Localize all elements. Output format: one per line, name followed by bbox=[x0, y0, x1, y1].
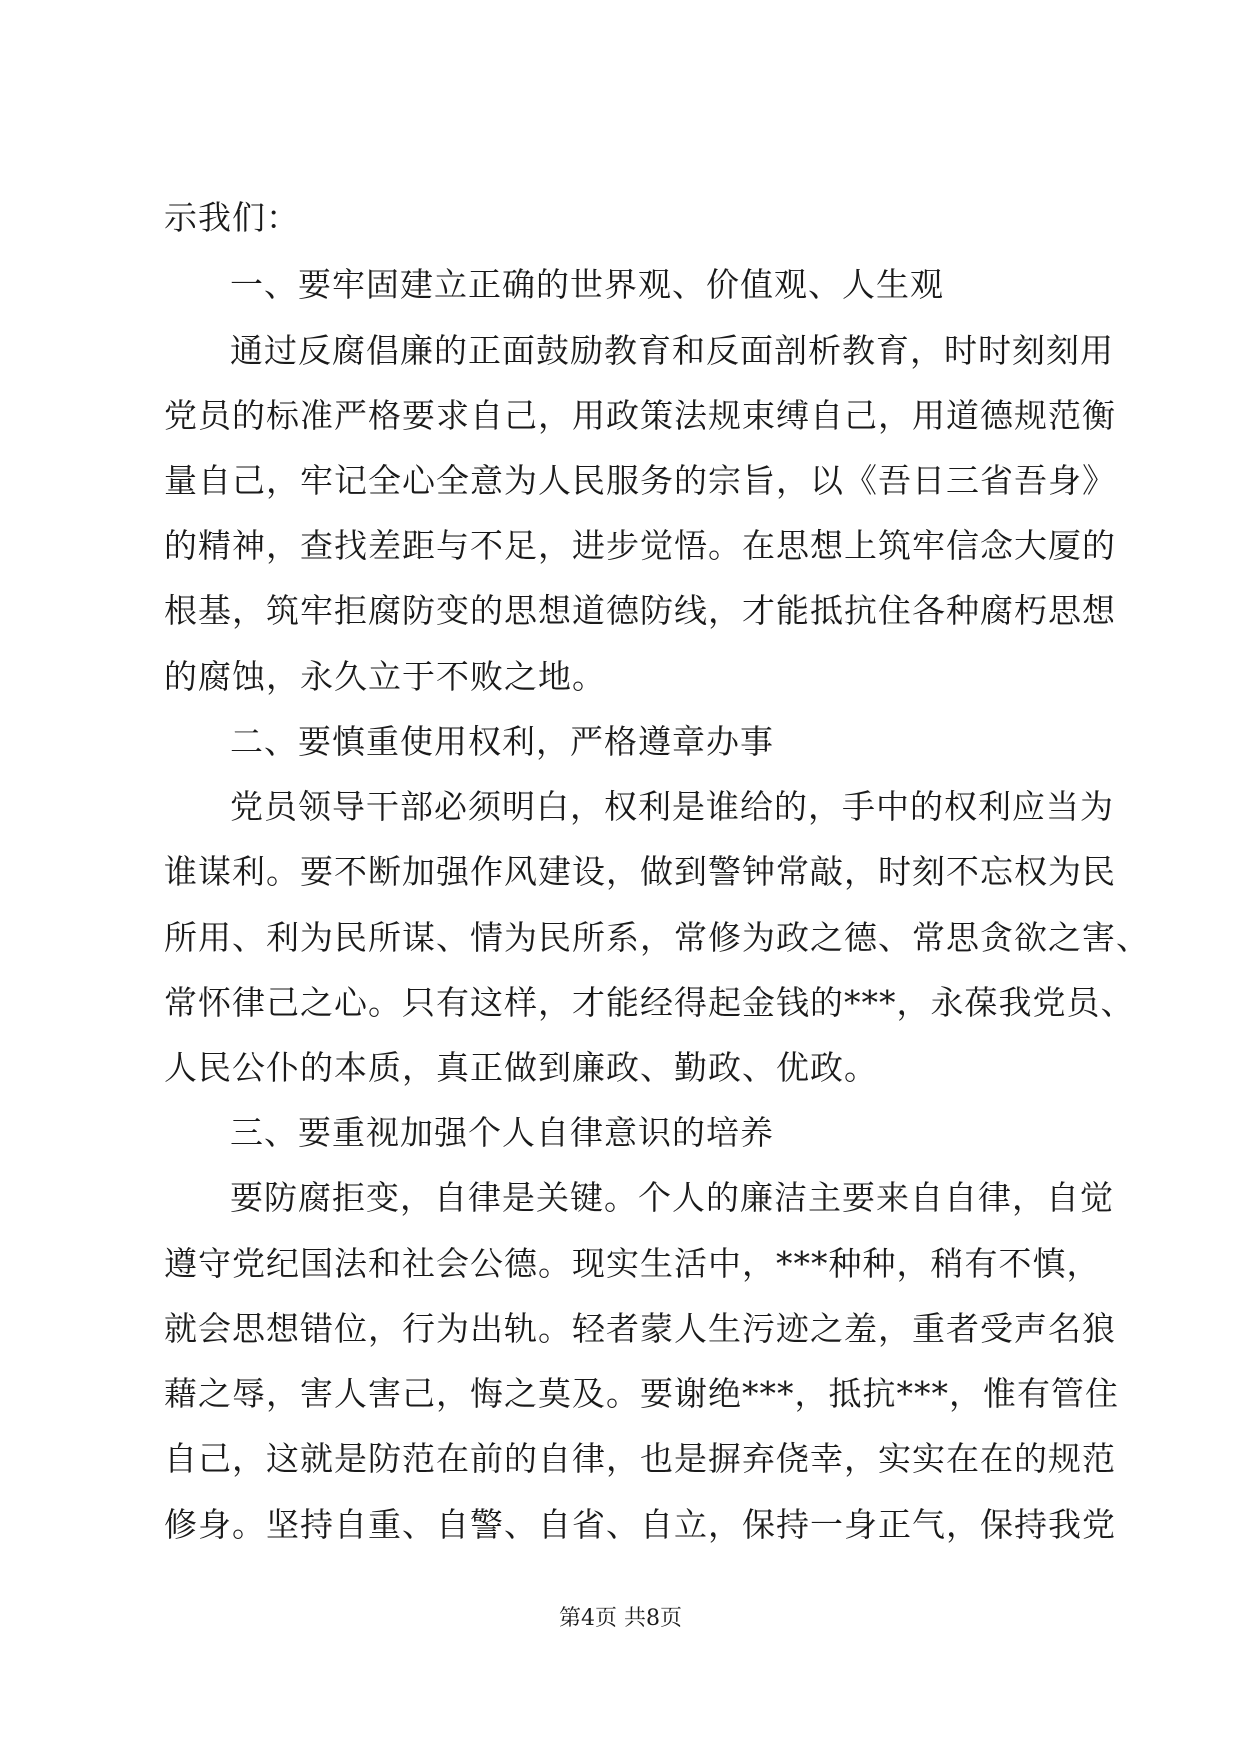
text-line: 常怀律己之心。只有这样，才能经得起金钱的***，永葆我党员、 bbox=[164, 983, 1135, 1022]
text-line: 通过反腐倡廉的正面鼓励教育和反面剖析教育，时时刻刻用 bbox=[230, 331, 1114, 370]
text-line: 党员的标准严格要求自己，用政策法规束缚自己，用道德规范衡 bbox=[164, 396, 1116, 435]
section-heading-2: 二、要慎重使用权利，严格遵章办事 bbox=[230, 722, 774, 761]
text-line: 的腐蚀，永久立于不败之地。 bbox=[164, 657, 606, 696]
text-line: 自己，这就是防范在前的自律，也是摒弃侥幸，实实在在的规范 bbox=[164, 1439, 1116, 1478]
section-heading-1: 一、要牢固建立正确的世界观、价值观、人生观 bbox=[230, 265, 944, 304]
text-line: 谁谋利。要不断加强作风建设，做到警钟常敲，时刻不忘权为民 bbox=[164, 852, 1116, 891]
text-line: 藉之辱，害人害己，悔之莫及。要谢绝***，抵抗***，惟有管住 bbox=[164, 1374, 1119, 1413]
text-line: 遵守党纪国法和社会公德。现实生活中，***种种，稍有不慎， bbox=[164, 1244, 1101, 1283]
section-heading-3: 三、要重视加强个人自律意识的培养 bbox=[230, 1113, 774, 1152]
text-line: 修身。坚持自重、自警、自省、自立，保持一身正气，保持我党 bbox=[164, 1505, 1116, 1544]
text-line: 的精神，查找差距与不足，进步觉悟。在思想上筑牢信念大厦的 bbox=[164, 526, 1116, 565]
text-line: 人民公仆的本质，真正做到廉政、勤政、优政。 bbox=[164, 1048, 878, 1087]
text-line: 就会思想错位，行为出轨。轻者蒙人生污迹之羞，重者受声名狼 bbox=[164, 1309, 1116, 1348]
text-line: 量自己，牢记全心全意为人民服务的宗旨，以《吾日三省吾身》 bbox=[164, 461, 1116, 500]
page-number-footer: 第4页 共8页 bbox=[559, 1606, 682, 1631]
text-line: 党员领导干部必须明白，权利是谁给的，手中的权利应当为 bbox=[230, 787, 1114, 826]
text-line: 根基，筑牢拒腐防变的思想道德防线，才能抵抗住各种腐朽思想 bbox=[164, 591, 1116, 630]
text-line: 示我们： bbox=[164, 198, 300, 237]
text-line: 所用、利为民所谋、情为民所系，常修为政之德、常思贪欲之害、 bbox=[164, 918, 1150, 957]
text-line: 要防腐拒变，自律是关键。个人的廉洁主要来自自律，自觉 bbox=[230, 1178, 1114, 1217]
